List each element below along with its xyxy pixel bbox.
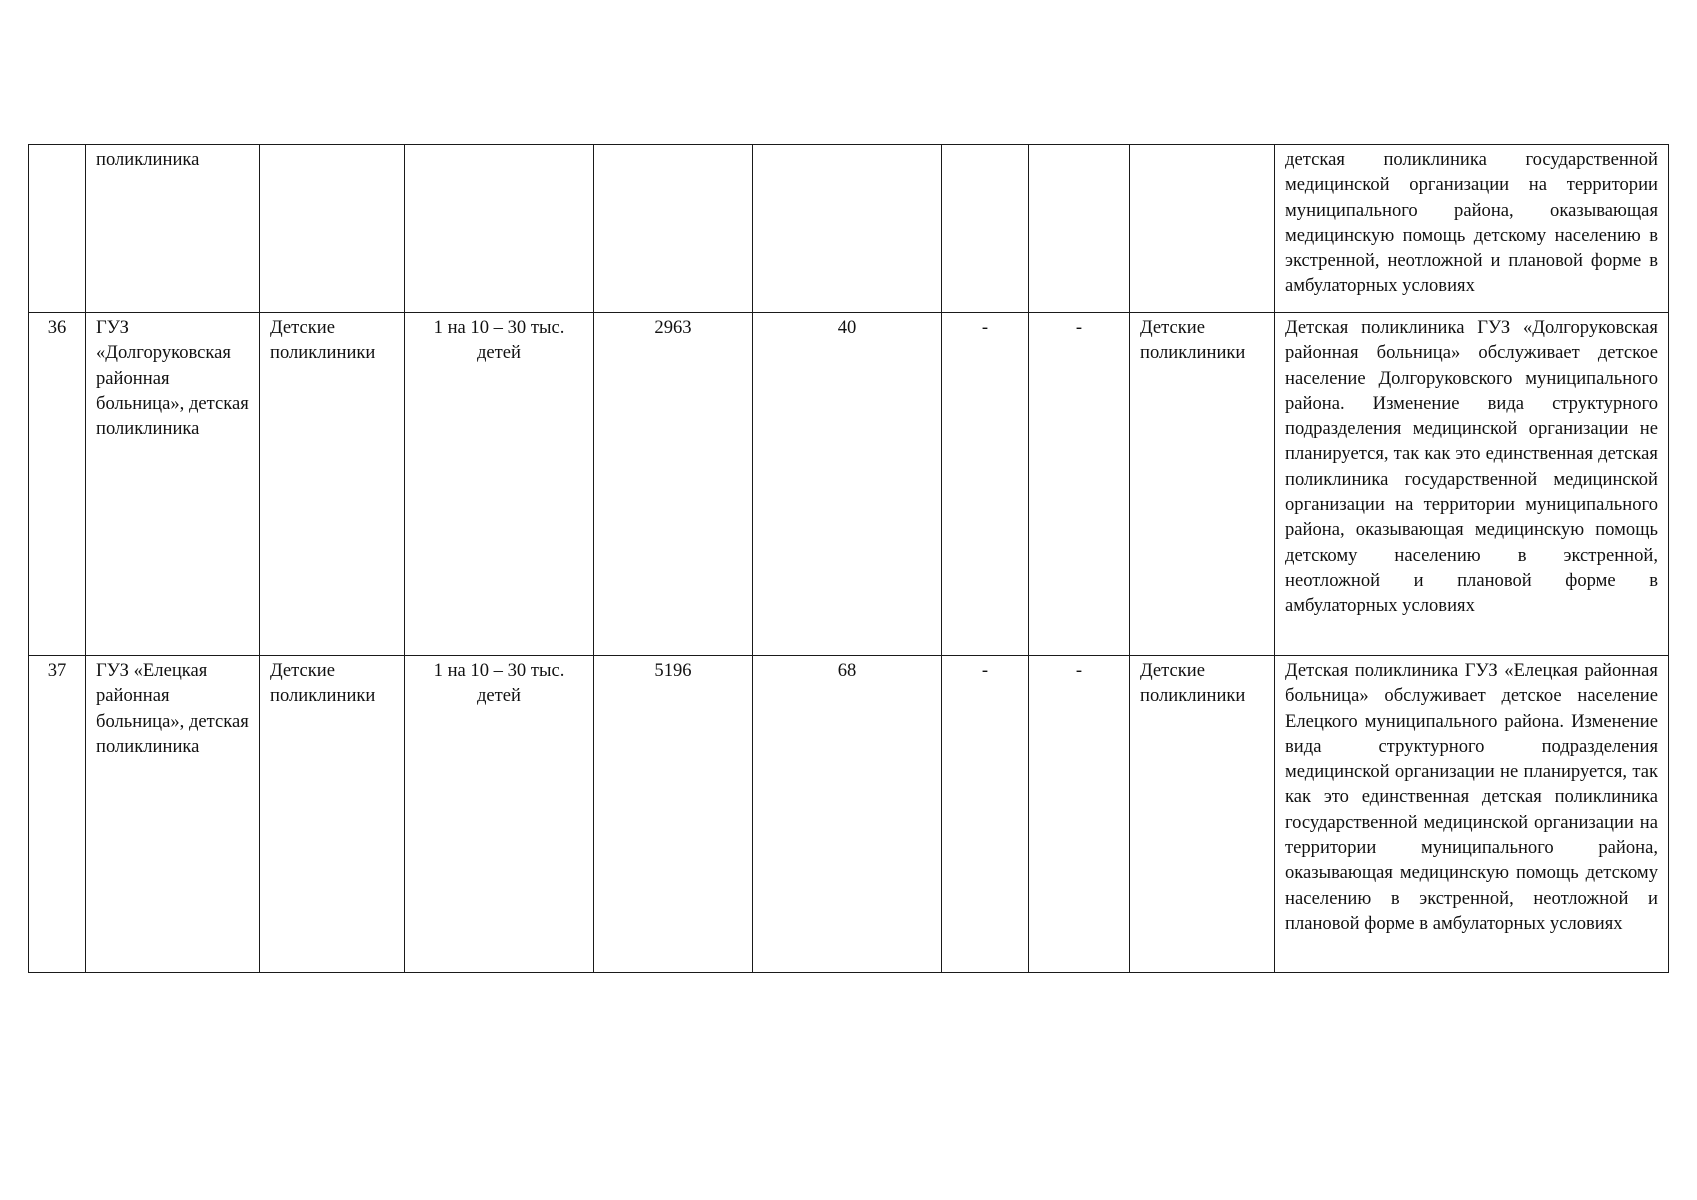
cell-norm: 1 на 10 – 30 тыс. детей	[405, 656, 594, 973]
cell-value-a: -	[942, 313, 1029, 656]
cell-organization: поликлиника	[86, 145, 260, 313]
cell-number	[29, 145, 86, 313]
cell-staff-count: 68	[753, 656, 942, 973]
cell-value-b: -	[1029, 313, 1130, 656]
table-row	[29, 656, 1669, 973]
cell-norm	[405, 145, 594, 313]
cell-planned-type: Детские поликлиники	[1130, 313, 1275, 656]
table-row	[29, 145, 1669, 313]
cell-value-a	[942, 145, 1029, 313]
cell-number: 36	[29, 313, 86, 656]
cell-norm: 1 на 10 – 30 тыс. детей	[405, 313, 594, 656]
cell-number: 37	[29, 656, 86, 973]
cell-organization: ГУЗ «Долгоруковская районная больница», детская поликлиника	[86, 313, 260, 656]
document-table	[28, 144, 1669, 973]
cell-children-count: 2963	[594, 313, 753, 656]
cell-children-count	[594, 145, 753, 313]
cell-staff-count	[753, 145, 942, 313]
cell-unit-type: Детские поликлиники	[260, 313, 405, 656]
table-row	[29, 313, 1669, 656]
cell-justification: Детская поликлиника ГУЗ «Елецкая районная больница» обслуживает детское население Елецкого муниципального района. Изменение вида структурного подразделения медицинской организации не планируется, так как это единственная детская поликлиника государственной медицинской организации на территории муниципального района, оказывающая медицинскую помощь детскому населению в экстренной, неотложной и плановой форме в амбулаторных условиях	[1275, 656, 1669, 973]
cell-organization: ГУЗ «Елецкая районная больница», детская поликлиника	[86, 656, 260, 973]
cell-value-a: -	[942, 656, 1029, 973]
cell-justification: детская поликлиника государственной медицинской организации на территории муниципального района, оказывающая медицинскую помощь детскому населению в экстренной, неотложной и плановой форме в амбулаторных условиях	[1275, 145, 1669, 313]
cell-justification: Детская поликлиника ГУЗ «Долгоруковская районная больница» обслуживает детское население Долгоруковского муниципального района. Изменение вида структурного подразделения медицинской организации не планируется, так как это единственная детская поликлиника государственной медицинской организации на территории муниципального района, оказывающая медицинскую помощь детскому населению в экстренной, неотложной и плановой форме в амбулаторных условиях	[1275, 313, 1669, 656]
cell-children-count: 5196	[594, 656, 753, 973]
cell-unit-type: Детские поликлиники	[260, 656, 405, 973]
cell-planned-type: Детские поликлиники	[1130, 656, 1275, 973]
cell-planned-type	[1130, 145, 1275, 313]
cell-value-b: -	[1029, 656, 1130, 973]
cell-unit-type	[260, 145, 405, 313]
cell-staff-count: 40	[753, 313, 942, 656]
cell-value-b	[1029, 145, 1130, 313]
